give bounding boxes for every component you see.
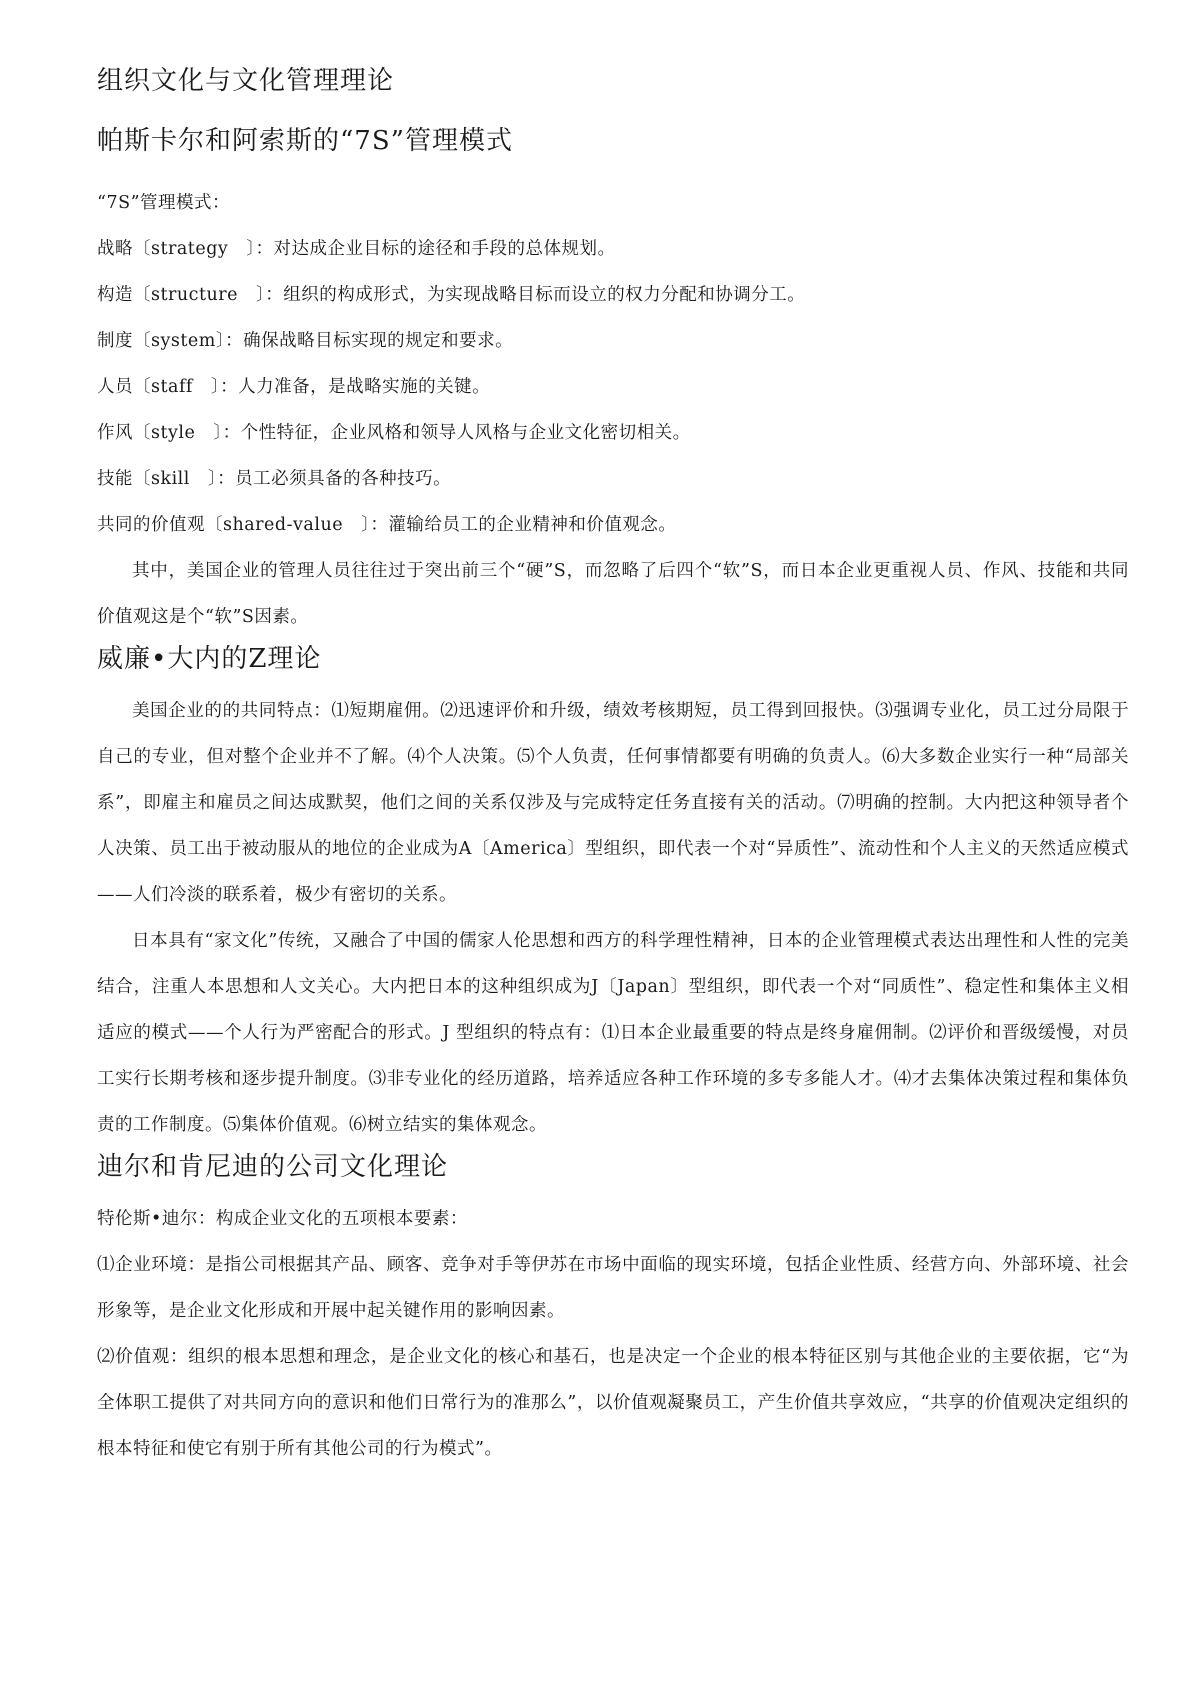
- paragraph-deal-values: ⑵价值观：组织的根本思想和理念，是企业文化的核心和基石，也是决定一个企业的根本特征区别与其他企业的主要依据，它“为全体职工提供了对共同方向的意识和他们日常行为的准那么”，以价值观凝聚员工，产生价值共享效应，“共享的价值观决定组织的根本特征和使它有别于所有其他公司的行为模式”。: [97, 1347, 1129, 1459]
- list-item-system: 制度〔system〕：确保战略目标实现的规定和要求。: [97, 331, 514, 351]
- list-item-style: 作风〔style 〕：个性特征，企业风格和领导人风格与企业文化密切相关。: [97, 423, 691, 443]
- paragraph-deal-intro: 特伦斯•迪尔：构成企业文化的五项根本要素：: [97, 1209, 468, 1229]
- document-title: 组织文化与文化管理理论: [97, 66, 395, 96]
- paragraph-7s-summary: 其中，美国企业的管理人员往往过于突出前三个“硬”S，而忽略了后四个“软”S，而日本企业更重视人员、作风、技能和共同价值观这是个“软”S因素。: [97, 561, 1129, 627]
- heading-deal-kennedy: 迪尔和肯尼迪的公司文化理论: [97, 1152, 449, 1182]
- paragraph-deal-environment: ⑴企业环境：是指公司根据其产品、顾客、竞争对手等伊苏在市场中面临的现实环境，包括企业性质、经营方向、外部环境、社会形象等，是企业文化形成和开展中起关键作用的影响因素。: [97, 1255, 1129, 1321]
- heading-z-theory: 威廉•大内的Z理论: [97, 644, 322, 674]
- paragraph-z-america: 美国企业的的共同特点：⑴短期雇佣。⑵迅速评价和升级，绩效考核期短，员工得到回报快。⑶强调专业化，员工过分局限于自己的专业，但对整个企业并不了解。⑷个人决策。⑸个人负责，任何事情都要有明确的负责人。⑹大多数企业实行一种“局部关系”，即雇主和雇员之间达成默契，他们之间的关系仅涉及与完成特定任务直接有关的活动。⑺明确的控制。大内把这种领导者个人决策、员工出于被动服从的地位的企业成为A〔America〕型组织，即代表一个对“异质性”、流动性和个人主义的天然适应模式——人们冷淡的联系着，极少有密切的关系。: [97, 701, 1129, 905]
- list-item-shared-value: 共同的价值观〔shared-value 〕：灌输给员工的企业精神和价值观念。: [97, 515, 677, 535]
- heading-7s: 帕斯卡尔和阿索斯的“7S”管理模式: [97, 126, 513, 156]
- paragraph-7s-intro: “7S”管理模式：: [97, 193, 231, 213]
- list-item-skill: 技能〔skill 〕：员工必须具备的各种技巧。: [97, 469, 452, 489]
- list-item-structure: 构造〔structure 〕：组织的构成形式，为实现战略目标而设立的权力分配和协调分工。: [97, 285, 806, 305]
- document-page: [97, 62, 1129, 1472]
- paragraph-z-japan: 日本具有“家文化”传统，又融合了中国的儒家人伦思想和西方的科学理性精神，日本的企业管理模式表达出理性和人性的完美结合，注重人本思想和人文关心。大内把日本的这种组织成为J〔Japan〕型组织，即代表一个对“同质性”、稳定性和集体主义相适应的模式——个人行为严密配合的形式。J 型组织的特点有：⑴日本企业最重要的特点是终身雇佣制。⑵评价和晋级缓慢，对员工实行长期考核和逐步提升制度。⑶非专业化的经历道路，培养适应各种工作环境的多专多能人才。⑷才去集体决策过程和集体负责的工作制度。⑸集体价值观。⑹树立结实的集体观念。: [97, 931, 1129, 1135]
- list-item-staff: 人员〔staff 〕：人力准备，是战略实施的关键。: [97, 377, 491, 397]
- list-item-strategy: 战略〔strategy 〕：对达成企业目标的途径和手段的总体规划。: [97, 239, 616, 259]
